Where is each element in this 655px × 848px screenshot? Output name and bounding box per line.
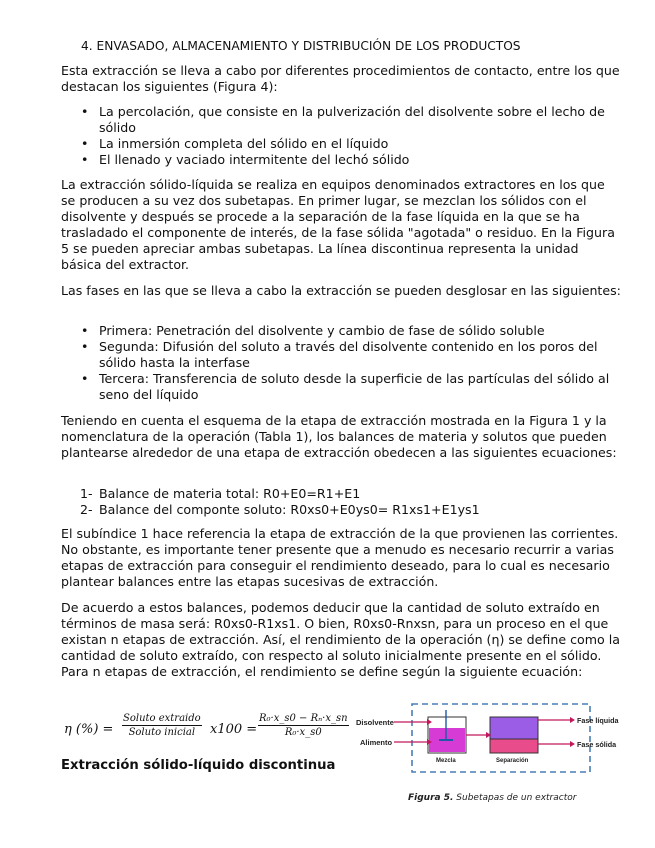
paragraph-balances-intro: Teniendo en cuenta el esquema de la etapa de extracción mostrada en la Figura 1 y la nomenclatura de la operación (Tabla 1), los balances de materia y solutos que pueden plantearse alrededor de una etapa de extracción obedecen a las siguientes ecuaciones: [61, 413, 617, 460]
label-separacion: Separación [496, 758, 529, 764]
equation-lhs: η (%) = [64, 722, 114, 737]
fraction-yield: $\frac{\text{R₀·x\_s0 − Rₙ·x\_sn}}{\text{R₀·x\_s0}}$ [259, 713, 348, 738]
section-subtitle: Extracción sólido-líquido discontinua [61, 758, 336, 773]
separator-liquid [490, 717, 538, 739]
list-item: • Segunda: Difusión del soluto a través del disolvente contenido en los poros del sólido hasta la interfase [61, 339, 621, 371]
equation-times: x100 = [210, 722, 258, 737]
list-item: • Tercera: Transferencia de soluto desde la superficie de las partículas del sólido al seno del líquido [61, 371, 621, 403]
fraction-solute: Soluto extraido Soluto inicial [123, 713, 201, 738]
paragraph-subindex: El subíndice 1 hace referencia la etapa de extracción de la que provienen las corrientes. No obstante, es importante tener presente que a menudo es necesario recurrir a varias etapas de extracción para conseguir el rendimiento deseado, para lo cual es necesario plantear balances entre las etapas sucesivas de extracción. [61, 526, 619, 589]
paragraph-contact-methods: Esta extracción se lleva a cabo por diferentes procedimientos de contacto, entre los que destacan los siguientes (Figura 4): [61, 63, 620, 94]
list-item: 1- Balance de materia total: R0+E0=R1+E1 [80, 486, 361, 501]
label-alimento: Alimento [360, 738, 393, 747]
phases-list [61, 323, 621, 403]
paragraph-yield: De acuerdo a estos balances, podemos deducir que la cantidad de soluto extraído en términos de masa será: R0xs0-R1xs1. O bien, R0xs0-Rnxsn, para un proceso en el que existan n etapas de extracción. Así, el rendimiento de la operación (η) se define como la cantidad de soluto extraído, con respecto al soluto inicialmente presente en el sólido. Para n etapas de extracción, el rendimiento se define según la siguiente ecuación: [61, 600, 620, 679]
balances-list [61, 486, 621, 518]
label-fase-solida: Fase sólida [577, 740, 617, 749]
separator-solid [490, 739, 538, 753]
list-item: 2- Balance del componte soluto: R0xs0+E0ys0= R1xs1+E1ys1 [80, 502, 480, 517]
paragraph-extractors: La extracción sólido-líquida se realiza en equipos denominados extractores en los que se producen a su vez dos subetapas. En primer lugar, se mezclan los sólidos con el disolvente y después se procede a la separación de la fase líquida en la que se ha trasladado el componente de interés, de la fase sólida "agotada" o residuo. En la Figura 5 se pueden apreciar ambas subetapas. La línea discontinua representa la unidad básica del extractor. [61, 177, 615, 272]
list-item: • Primera: Penetración del disolvente y cambio de fase de sólido soluble [61, 323, 621, 339]
list-item: • La percolación, que consiste en la pulverización del disolvente sobre el lecho de sólido [61, 104, 621, 136]
list-item: • El llenado y vaciado intermitente del lechó sólido [61, 152, 621, 168]
label-fase-liquida: Fase líquida [577, 716, 619, 725]
list-item: • La inmersión completa del sólido en el líquido [61, 136, 621, 152]
solid-out-arrowhead [570, 741, 575, 747]
liquid-out-arrowhead [570, 717, 575, 723]
methods-list [61, 104, 621, 168]
figure-caption: Figura 5. Subetapas de un extractor [408, 793, 577, 803]
label-mezcla: Mezcla [436, 758, 456, 764]
extractor-diagram [350, 698, 620, 790]
label-disolvente: Disolvente [356, 718, 394, 727]
section-heading: 4. ENVASADO, ALMACENAMIENTO Y DISTRIBUCIÓN DE LOS PRODUCTOS [81, 39, 521, 53]
paragraph-phases-intro: Las fases en las que se lleva a cabo la extracción se pueden desglosar en las siguientes: [61, 283, 621, 298]
